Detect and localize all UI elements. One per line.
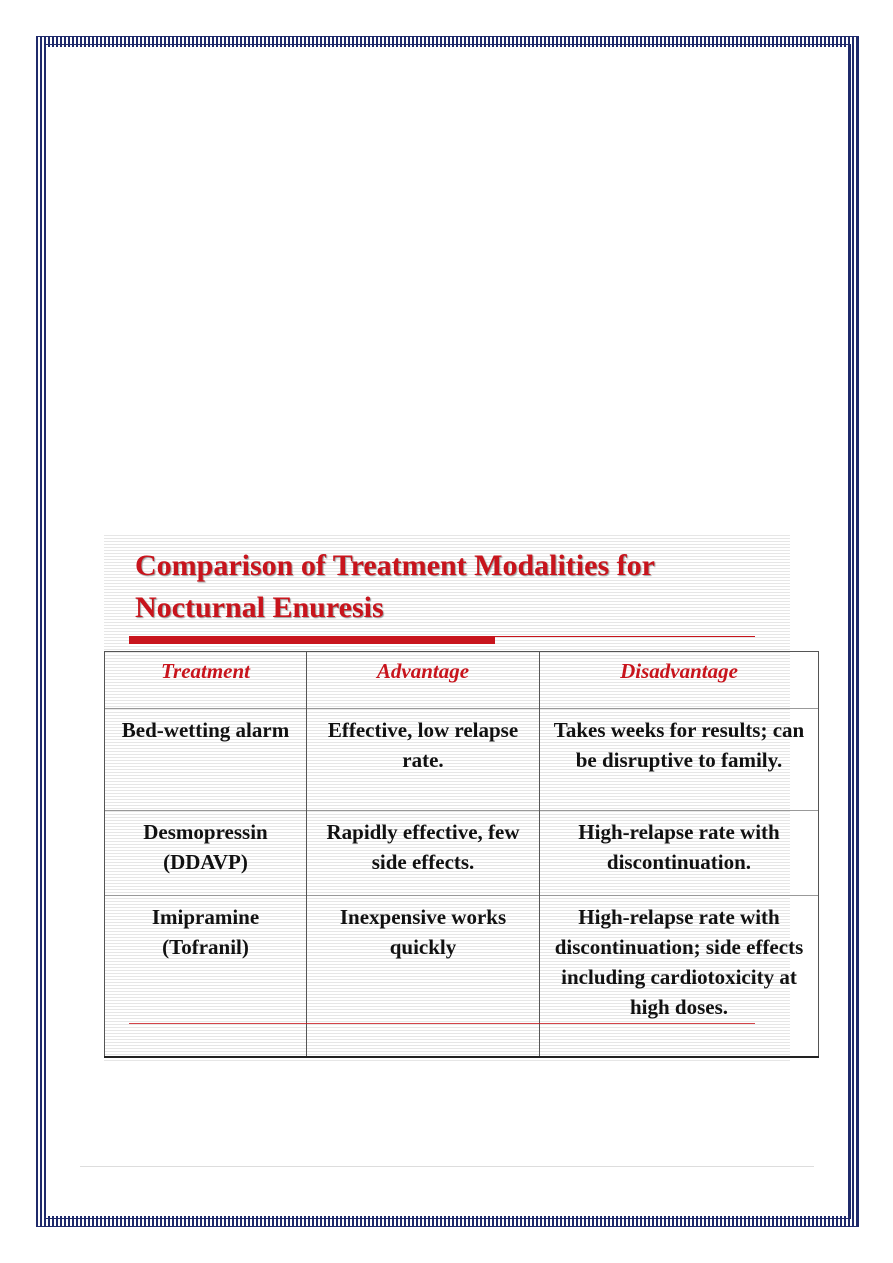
slide-title: Comparison of Treatment Modalities for Nocturnal Enuresis bbox=[135, 549, 655, 624]
cell-disadvantage: High-relapse rate with discontinuation. bbox=[540, 811, 819, 896]
footer-rule bbox=[80, 1166, 814, 1167]
title-underline-thin bbox=[495, 636, 755, 637]
table-row bbox=[105, 709, 819, 811]
table-header-row bbox=[105, 652, 819, 709]
slide-bottom-rule bbox=[129, 1023, 755, 1024]
cell-treatment: Bed-wetting alarm bbox=[105, 709, 307, 811]
cell-advantage: Inexpensive works quickly bbox=[307, 896, 540, 1058]
header-treatment: Treatment bbox=[105, 652, 307, 709]
cell-disadvantage: Takes weeks for results; can be disruptive to family. bbox=[540, 709, 819, 811]
cell-advantage: Effective, low relapse rate. bbox=[307, 709, 540, 811]
cell-advantage: Rapidly effective, few side effects. bbox=[307, 811, 540, 896]
table-row bbox=[105, 896, 819, 1058]
cell-disadvantage: High-relapse rate with discontinuation; side effects including cardiotoxicity at high doses. bbox=[540, 896, 819, 1058]
header-advantage: Advantage bbox=[307, 652, 540, 709]
header-disadvantage: Disadvantage bbox=[540, 652, 819, 709]
slide bbox=[104, 533, 805, 1061]
table-row bbox=[105, 811, 819, 896]
title-underline-thick bbox=[129, 636, 495, 644]
cell-treatment: Desmopressin (DDAVP) bbox=[105, 811, 307, 896]
cell-treatment: Imipramine (Tofranil) bbox=[105, 896, 307, 1058]
treatment-comparison-table bbox=[104, 651, 819, 1058]
